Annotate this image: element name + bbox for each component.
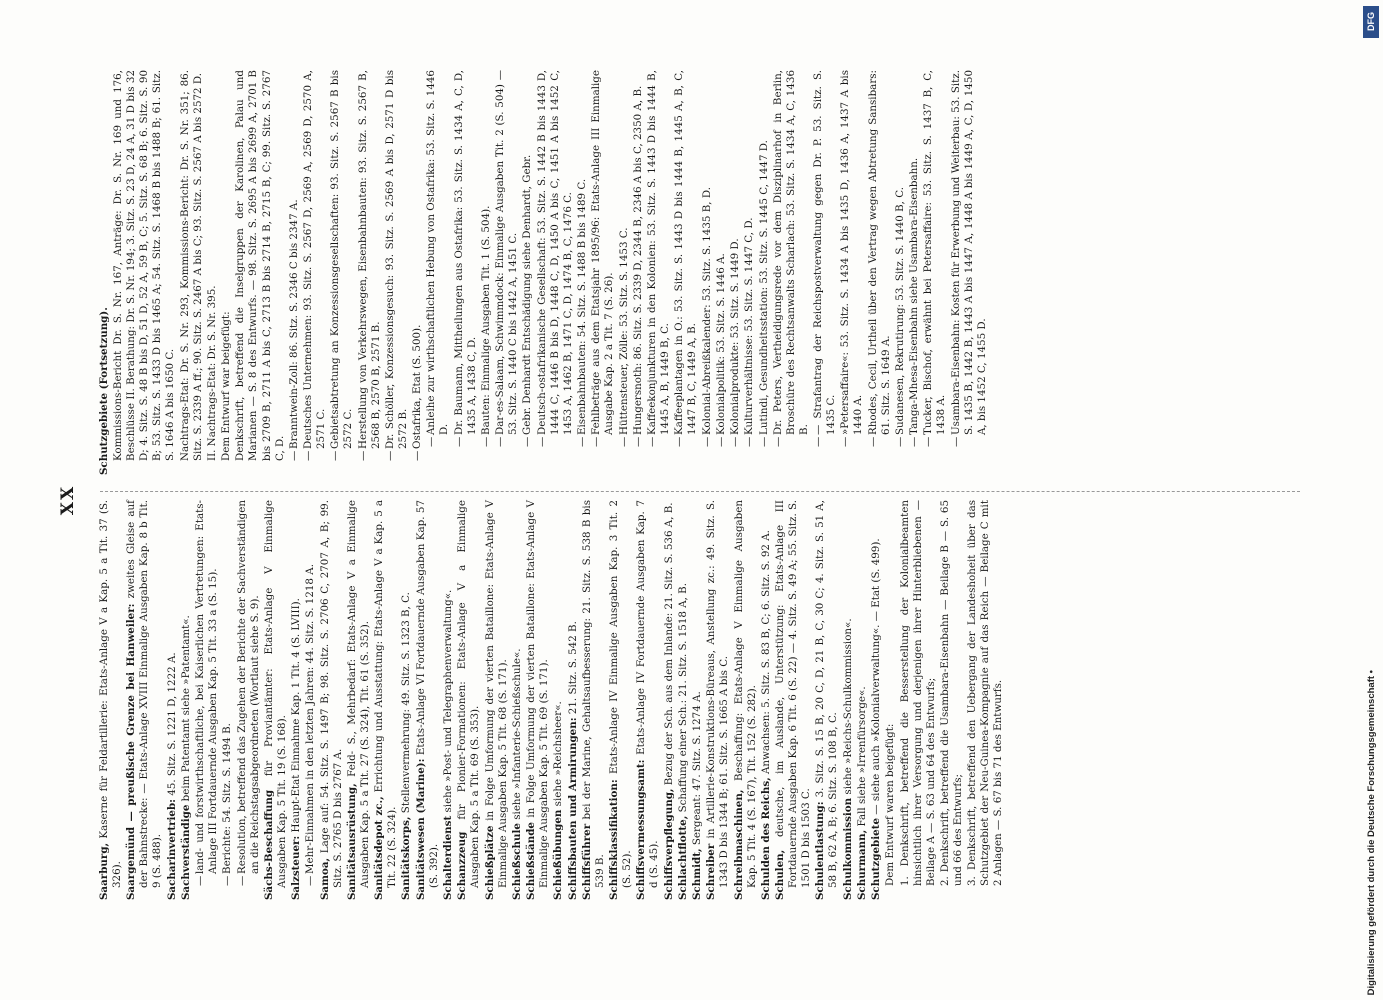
- entry-text: für Pionier-Formationen: Etats-Anlage V a Einmalige Ausgaben Kap. 5 a Tit. 69 (S. 353).: [456, 500, 482, 888]
- subentry-text: Kulturverhältnisse: 53. Sitz. S. 1447 C, D.: [743, 217, 756, 435]
- subentry-dash: —: [329, 450, 342, 461]
- index-entry: [166, 500, 179, 900]
- index-subentry: [521, 70, 534, 475]
- index-subentry: [950, 70, 989, 475]
- subentry-dash: —: [812, 436, 825, 447]
- index-subentry: [384, 70, 410, 475]
- index-subentry: [357, 70, 383, 475]
- entry-text: Schaffung einer Sch.: 21. Sitz. S. 1518 A, B.: [676, 582, 689, 813]
- index-entry: [677, 500, 690, 900]
- entry-text: Etats-Anlage IV Fortdauernde Ausgaben Kap. 7 d (S. 45).: [635, 500, 661, 888]
- entry-text: deutsche, im Auslande, Unterstützung: Etats-Anlage III Fortdauernde Ausgaben Kap. 6 Tit. 6 (S. 22) — 4. Sitz. S. 49 A; 55. Sitz. S. 1501 D bis 1503 C.: [774, 500, 813, 888]
- index-entry: [456, 500, 482, 900]
- index-subentry: [701, 70, 714, 475]
- index-subentry: [480, 70, 493, 475]
- subentry-dash: —: [479, 436, 492, 447]
- index-entry: [733, 500, 759, 900]
- entry-text: Sergeant: 47. Sitz. S. 1274 A.: [691, 691, 704, 846]
- index-entry: [346, 500, 372, 900]
- index-subentry: [453, 70, 479, 475]
- subentry-text: Hungersnoth: 86. Sitz. S. 2339 D, 2344 B, 2346 A bis C, 2350 A, B.: [631, 85, 644, 435]
- index-subentry: [894, 70, 907, 475]
- entry-text: Etats-Anlage VI Fortdauernde Ausgaben Kap. 57 (S. 392).: [414, 500, 440, 888]
- right-column: [98, 70, 990, 475]
- entry-headword: Schalterdienst: [441, 815, 454, 900]
- section-title: Schutzgebiete (Fortsetzung).: [98, 307, 110, 475]
- subentry-text: »Petersaffaire«: 53. Sitz. S. 1434 A bis 1435 D, 1436 A, 1437 A bis 1440 A.: [839, 70, 865, 435]
- subentry-text: Dr. Schöller, Konzessionsgesuch: 93. Sitz. S. 2569 A bis D, 2571 D bis 2572 B.: [383, 70, 409, 449]
- subentry-text: — Strafantrag der Reichspostverwaltung gegen Dr. P. 53. Sitz. S. 1435 C.: [812, 70, 838, 435]
- index-subentry: [304, 500, 317, 900]
- entry-headword: Schiffsklassifikation:: [608, 779, 621, 900]
- entry-headword: Schulden des Reichs,: [759, 777, 772, 900]
- index-subentry: [618, 70, 631, 475]
- subentry-text: Lutindi, Gesundheitsstation: 53. Sitz. S. 1445 C, 1447 D.: [757, 140, 770, 435]
- index-entry: [319, 500, 345, 900]
- entry-headword: Sacharinvertrieb:: [165, 799, 178, 900]
- subentry-dash: —: [617, 436, 630, 447]
- index-entry: [774, 500, 813, 900]
- entry-headword: Schutzgebiete: [870, 817, 883, 900]
- subentry-text: land- und forstwirthschaftliche, bei Kaiserlichen Vertretungen: Etats-Anlage III Fortdauernde Ausgaben Kap. 5 Tit. 33 a (S. 15).: [194, 500, 220, 874]
- subentry-text: Dr. Baumann, Mittheilungen aus Ostafrika: 53. Sitz. S. 1434 A, C, D, 1435 A, 1438 C, D.: [452, 70, 478, 435]
- entry-text: in Folge Umformung der vierten Bataillone: Etats-Anlage V Einmalige Ausgaben Kap. 5 Tit. 69 (S. 171).: [525, 500, 551, 888]
- index-paragraph: Denkschrift, betreffend die Inselgruppen der Karolinen, Palau und Marianen — S. 8 des Entwurfs. — 98. Sitz. S. 2695 A bis 2699 A, 2701 B bis 2709 B, 2711 A bis C, 2713 B bis 2714 B, 2715 B, C; 99. Sitz. S. 2767 C, D.: [234, 70, 286, 461]
- entry-headword: Schurmann,: [855, 829, 868, 900]
- subentry-dash: —: [411, 450, 424, 461]
- entry-headword: Sanitätsdepot zc.,: [373, 796, 386, 900]
- index-entry: [442, 500, 455, 900]
- index-paragraph: 3. Denkschrift, betreffend den Uebergang der Landeshoheit über das Schutzgebiet der Neu-Guinea-Kompagnie auf das Reich — Beilage C mit 2 Anlagen — S. 67 bis 71 des Entwurfs.: [966, 500, 1005, 886]
- entry-text: Haupt-Etat Einnahme Kap. 1 Tit. 4 (S. LVIII).: [290, 598, 303, 833]
- entry-headword: Saargemünd — preußische Grenze bei Hanweiler:: [125, 603, 138, 900]
- subentry-text: Rhodes, Cecil, Urtheil über den Vertrag wegen Abtretung Sansibars: 61. Sitz. S. 1649 A.: [866, 70, 892, 435]
- entry-text: Feld- S., Mehrbedarf: Etats-Anlage V a Einmalige Ausgaben Kap. 5 a Tit. 27 (S. 324), Tit. 61 (S. 352).: [345, 500, 371, 888]
- subentry-text: Anleihe zur wirthschaftlichen Hebung von Ostafrika: 53. Sitz. S. 1446 D.: [425, 70, 451, 435]
- index-entry: [663, 500, 676, 900]
- subentry-dash: —: [673, 436, 686, 447]
- entry-text: 45. Sitz. S. 1221 D, 1222 A.: [165, 652, 178, 796]
- dfg-logo: DFG: [1363, 6, 1379, 38]
- index-subentry: [494, 70, 520, 475]
- index-entry: [567, 500, 580, 900]
- entry-text: bei der Marine, Gehaltsaufbesserung: 21. Sitz. S. 538 B bis 539 B.: [580, 499, 606, 888]
- entry-text: Beschaffung: Etats-Anlage V Einmalige Ausgaben Kap. 5 Tit. 4 (S. 167), Tit. 152 (S. 282).: [732, 500, 758, 888]
- entry-headword: Schießplätze: [483, 825, 496, 900]
- subentry-dash: —: [235, 875, 248, 886]
- entry-text: Bezug der Sch. aus dem Inlande: 21. Sitz. S. 536 A, B.: [662, 502, 675, 786]
- index-subentry: [576, 70, 589, 475]
- subentry-text: Resolution, betreffend das Zugehen der Berichte der Sachverständigen an die Reichstagsabgeordneten (Wortlaut siehe S. 9).: [235, 500, 261, 874]
- subentry-text: Berichte: 54. Sitz. S. 1494 B.: [221, 723, 234, 874]
- entry-headword: Schulen,: [774, 849, 787, 900]
- index-entry: [691, 500, 704, 900]
- page-number: XX: [58, 484, 78, 516]
- entry-text: beim Patentamt siehe »Patentamt«.: [179, 615, 192, 802]
- entry-headword: Schulkommission: [841, 797, 854, 900]
- subentry-dash: —: [646, 436, 658, 447]
- subentry-dash: —: [383, 450, 396, 461]
- subentry-dash: —: [194, 875, 207, 886]
- index-entry: [511, 500, 524, 900]
- subentry-dash: —: [700, 436, 713, 447]
- subentry-dash: —: [631, 436, 644, 447]
- index-subentry: [743, 70, 756, 475]
- entry-headword: Salzsteuer:: [290, 835, 303, 900]
- index-entry: [608, 500, 634, 900]
- entry-headword: Sächs-Beschaffung: [262, 789, 275, 900]
- entry-text: siehe »Reichs-Schulkommission«.: [841, 618, 854, 795]
- subentry-text: Herstellung von Verkehrswegen, Eisenbahnbauten: 93. Sitz. S. 2567 B, 2568 B, 2570 B, 2571 B.: [356, 70, 382, 449]
- subentry-text: Kaffeeplantagen in O.: 53. Sitz. S. 1443 D bis 1444 B, 1445 A, B, C, 1447 B, C, 1449 A, B.: [673, 70, 699, 435]
- subentry-text: Bauten: Einmalige Ausgaben Tit. 1 (S. 504).: [479, 205, 492, 435]
- entry-text: in Artillerie-Konstruktions-Büreaus, Anstellung zc.: 49. Sitz. S. 1343 D bis 1344 B; 61. Sitz. S. 1665 A bis C.: [705, 500, 731, 888]
- subentry-dash: —: [949, 436, 962, 447]
- index-subentry: [646, 70, 672, 475]
- subentry-text: Tucker, Bischof, erwähnt bei Petersaffaire: 53. Sitz. S. 1437 B, C, 1438 A.: [922, 70, 948, 435]
- digitization-credit: Digitalisierung gefördert durch die Deutsche Forschungsgemeinschaft •: [1366, 669, 1377, 995]
- index-entry: [290, 500, 303, 900]
- subentry-text: Fehlbeträge aus dem Etatsjahr 1895/96: Etats-Anlage III Einmalige Ausgabe Kap. 2 a Tit. 7 (S. 26).: [590, 70, 616, 435]
- subentry-dash: —: [302, 450, 315, 461]
- subentry-text: Kolonialprodukte: 53. Sitz. S. 1449 D.: [729, 238, 742, 435]
- index-entry: [705, 500, 731, 900]
- index-subentry: [673, 70, 699, 475]
- index-paragraph: Kommissions-Bericht Dr. S. Nr. 167, Anträge: Dr. S. Nr. 169 und 176, Beschlüsse II. Berathung: Dr. S. Nr. 194; 3. Sitz. S. 23 D, 24 A, 31 D bis 32 D; 4. Sitz. S. 48 B bis D, 51 D, 52 A, 59 B, C; 5. Sitz. S. 68 B; 6. Sitz. S. 90 B; 53. Sitz. S. 1433 D bis 1465 A; 54. Sitz. S. 1468 B bis 1488 B; 61. Sitz. S. 1646 A bis 1650 C.: [112, 70, 177, 461]
- subentry-dash: —: [866, 436, 879, 447]
- subentry-dash: —: [922, 436, 935, 447]
- entry-text: Kaserne für Feldartillerie: Etats-Anlage V a Kap. 5 a Tit. 37 (S. 326).: [98, 500, 124, 888]
- index-subentry: [772, 70, 811, 475]
- entry-headword: Schießschule: [510, 823, 523, 900]
- subentry-text: Gebietsabtretung an Konzessionsgesellschaften: 93. Sitz. S. 2567 B bis 2572 C.: [329, 70, 355, 449]
- index-entry: [180, 500, 193, 900]
- index-entry: [870, 500, 883, 900]
- subentry-dash: —: [757, 436, 770, 447]
- subentry-text: Deutsches Unternehmen: 93. Sitz. S. 2567 D, 2569 A, 2569 D, 2570 A, 2571 C.: [302, 70, 328, 449]
- subentry-text: Eisenbahnbauten: 54. Sitz. S. 1488 B bis 1489 C.: [576, 178, 589, 435]
- subentry-dash: —: [452, 436, 465, 447]
- entry-text: 21. Sitz. S. 542 B.: [566, 621, 579, 715]
- subentry-dash: —: [839, 436, 852, 447]
- index-subentry: [411, 70, 424, 475]
- index-entry: [552, 500, 565, 900]
- entry-headword: Samoa,: [318, 857, 331, 900]
- index-entry: [856, 500, 869, 900]
- entry-text: Anwachsen: 5. Sitz. S. 83 B, C; 6. Sitz. S. 92 A.: [759, 530, 772, 775]
- subentry-dash: —: [425, 436, 438, 447]
- entry-headword: Schiffsbauten und Armirungen:: [566, 717, 579, 900]
- subentry-text: Mehr-Einnahmen in den letzten Jahren: 44. Sitz. S. 1218 A.: [304, 564, 317, 874]
- index-paragraph: Dem Entwurf waren beigefügt:: [884, 723, 897, 886]
- entry-headword: Schießübungen: [552, 809, 565, 900]
- index-entry: [484, 500, 510, 900]
- index-entry: [263, 500, 289, 900]
- subentry-text: Tanga-Mhesa-Eisenbahn siehe Usambara-Eisenbahn.: [908, 157, 921, 435]
- entry-text: Stellenvermehrung: 49. Sitz. S. 1323 B, C.: [400, 592, 413, 814]
- index-paragraph: Dem Entwurf war beigefügt:: [220, 311, 233, 461]
- index-subentry: [288, 70, 301, 475]
- index-subentry: [236, 500, 262, 900]
- index-entry: [760, 500, 773, 900]
- entry-text: in Folge Umformung der vierten Bataillone: Etats-Anlage V Einmalige Ausgaben Kap. 5 Tit. 68 (S. 171).: [483, 500, 509, 888]
- index-subentry: [867, 70, 893, 475]
- subentry-text: Kolonialpolitik: 53. Sitz. S. 1446 A.: [714, 253, 727, 435]
- index-paragraph: 1. Denkschrift, betreffend die Besserstellung der Kolonialbeamten hinsichtlich ihrer Versorgung und derjenigen ihrer Hinterbliebenen — Beilage A — S. 63 und 64 des Entwurfs;: [898, 500, 937, 886]
- index-entry: [814, 500, 840, 900]
- entry-text: für Proviantämter: Etats-Anlage V Einmalige Ausgaben Kap. 5 Tit. 19 (S. 168).: [262, 500, 288, 888]
- index-entry: [635, 500, 661, 900]
- entry-text: Etats-Anlage IV Einmalige Ausgaben Kap. 3 Tit. 2 (S. 52).: [608, 500, 634, 888]
- entry-text: Lage auf: 54. Sitz. S. 1497 B; 98. Sitz. S. 2706 C, 2707 A, B; 99. Sitz. S. 2765 D bis 2767 A.: [318, 500, 344, 888]
- entry-text: 3. Sitz. S. 15 B, 20 C, D, 21 B, C, 30 C; 4. Sitz. S. 51 A, 58 B, 62 A, B; 6. Sitz. S. 108 B, C.: [814, 500, 840, 888]
- subentry-text: Deutsch-ostafrikanische Gesellschaft: 53. Sitz. S. 1442 B bis 1443 D, 1444 C, 1446 B bis D, 1448 C, D, 1450 A bis C, 1451 A bis 1452 C, 1453 A, 1462 B, 1471 C, D, 1474 B, C, 1476 C.: [535, 70, 574, 435]
- entry-text: siehe »Post- und Telegraphenverwaltung«.: [441, 589, 454, 813]
- subentry-text: Gebr. Denhardt Entschädigung siehe Denhardt, Gebr.: [521, 154, 534, 435]
- entry-text: Fall siehe »Irrenfürsorge«.: [855, 686, 868, 827]
- subentry-dash: —: [535, 436, 548, 447]
- entry-headword: Sanitätsausrüstung,: [345, 783, 358, 900]
- subentry-dash: —: [304, 875, 317, 886]
- entry-headword: Schulentlastung:: [814, 801, 827, 900]
- subentry-text: Ostafrika, Etat (S. 500).: [411, 324, 424, 449]
- entry-headword: Schiffsführer: [580, 823, 593, 900]
- column-divider: [100, 491, 1300, 492]
- entry-headword: Schreiber: [705, 843, 718, 900]
- subentry-text: Usambara-Eisenbahn: Kosten für Erwerbung und Weiterbau: 53. Sitz. S. 1435 B, 1442 B, 1443 A bis 1447 A, 1448 A bis 1449 A, C, D, 1450 A, bis 1452 C, 1455 D.: [949, 70, 988, 435]
- index-subentry: [632, 70, 645, 475]
- entry-headword: Schlachtflotte,: [676, 815, 689, 900]
- subentry-text: Sudanesen, Rekrutirung: 53. Sitz. S. 1440 B, C.: [893, 187, 906, 435]
- left-column: [98, 500, 1007, 900]
- index-subentry: [908, 70, 921, 475]
- index-paragraph: II. Nachtrags-Etat: Dr. S. Nr. 395.: [205, 285, 218, 461]
- entry-text: siehe »Reichsheer«.: [552, 701, 565, 807]
- entry-text: — siehe auch »Kolonialverwaltung«. — Etat (S. 499).: [870, 538, 883, 815]
- entry-headword: Sanitätswesen (Marine):: [414, 758, 427, 900]
- entry-headword: Schiffsverpflegung,: [662, 788, 675, 900]
- entry-headword: Sachverständige: [179, 804, 192, 900]
- subentry-text: Kaffeekonjunkturen in den Kolonien: 53. Sitz. S. 1443 D bis 1444 B, 1445 A, B, 1449 B, C.: [646, 70, 672, 435]
- index-entry: [525, 500, 551, 900]
- index-entry: [842, 500, 855, 900]
- entry-headword: Schiffsvermessungsamt:: [635, 759, 648, 900]
- index-entry: [125, 500, 164, 900]
- index-entry: [415, 500, 441, 900]
- index-paragraph: Nachtrags-Etat: Dr. S. Nr. 293, Kommissions-Bericht: Dr. S. Nr. 351; 86. Sitz. S. 2339 A ff.; 90. Sitz. S. 2467 A bis C; 93. Sitz. S. 2567 A bis 2572 D.: [178, 70, 204, 461]
- entry-headword: Saarburg,: [98, 842, 110, 900]
- subentry-dash: —: [590, 436, 603, 447]
- index-entry: [581, 500, 607, 900]
- subentry-dash: —: [893, 436, 906, 447]
- subentry-dash: —: [908, 436, 921, 447]
- index-subentry: [536, 70, 575, 475]
- subentry-dash: —: [287, 450, 300, 461]
- entry-headword: Schreibmaschinen,: [732, 789, 745, 900]
- index-entry: [400, 500, 413, 900]
- subentry-dash: —: [771, 436, 784, 447]
- index-subentry: [194, 500, 220, 900]
- subentry-dash: —: [356, 450, 369, 461]
- entry-text: zweites Gleise auf der Bahnstrecke: — Etats-Anlage XVIII Einmalige Ausgaben Kap. 8 b Tit. 9 (S. 488).: [125, 500, 164, 888]
- subentry-text: Hüttensteuer, Zölle: 53. Sitz. S. 1453 C.: [617, 227, 630, 435]
- index-subentry: [715, 70, 728, 475]
- index-subentry: [758, 70, 771, 475]
- index-subentry: [839, 70, 865, 475]
- subentry-dash: —: [714, 436, 727, 447]
- entry-text: siehe »Infanterie-Schießschule«.: [510, 648, 523, 820]
- index-subentry: [922, 70, 948, 475]
- subentry-dash: —: [221, 875, 234, 886]
- index-entry: [98, 500, 124, 900]
- subentry-dash: —: [743, 436, 756, 447]
- index-subentry: [812, 70, 838, 475]
- index-subentry: [729, 70, 742, 475]
- index-paragraph: 2. Denkschrift, betreffend die Usambara-Eisenbahn — Beilage B — S. 65 und 66 des Entwurfs;: [938, 500, 965, 886]
- index-entry: [373, 500, 399, 900]
- subentry-dash: —: [729, 436, 742, 447]
- entry-headword: Schmidt,: [691, 848, 704, 900]
- index-subentry: [302, 70, 328, 475]
- entry-text: Errichtung und Ausstattung: Etats-Anlage V a Kap. 5 a Tit. 22 (S. 324).: [373, 500, 399, 888]
- entry-headword: Sanitätskorps,: [400, 816, 413, 900]
- subentry-text: Branntwein-Zoll: 86. Sitz. S. 2346 C bis 2347 A.: [287, 199, 300, 449]
- subentry-text: Dr. Peters, Vertheidigungsrede vor dem Disziplinarhof in Berlin, Broschüre des Rechtsanwalts Scharlach: 53. Sitz. S. 1434 A, C, 1436 B.: [771, 70, 810, 435]
- subentry-dash: —: [576, 436, 589, 447]
- index-subentry: [590, 70, 616, 475]
- index-subentry: [329, 70, 355, 475]
- subentry-text: Dar-es-Salaam, Schwimmdock: Einmalige Ausgaben Tit. 2 (S. 504) — 53. Sitz. S. 1440 C bis 1442 A, 1451 C.: [494, 70, 520, 435]
- entry-headword: Schanzzeug: [456, 831, 469, 900]
- subentry-text: Kolonial-Abreißkalender: 53. Sitz. S. 1435 B, D.: [700, 187, 713, 435]
- subentry-dash: —: [494, 436, 507, 447]
- index-subentry: [425, 70, 451, 475]
- subentry-dash: —: [521, 436, 534, 447]
- index-subentry: [221, 500, 234, 900]
- entry-headword: Schießstände: [525, 822, 538, 900]
